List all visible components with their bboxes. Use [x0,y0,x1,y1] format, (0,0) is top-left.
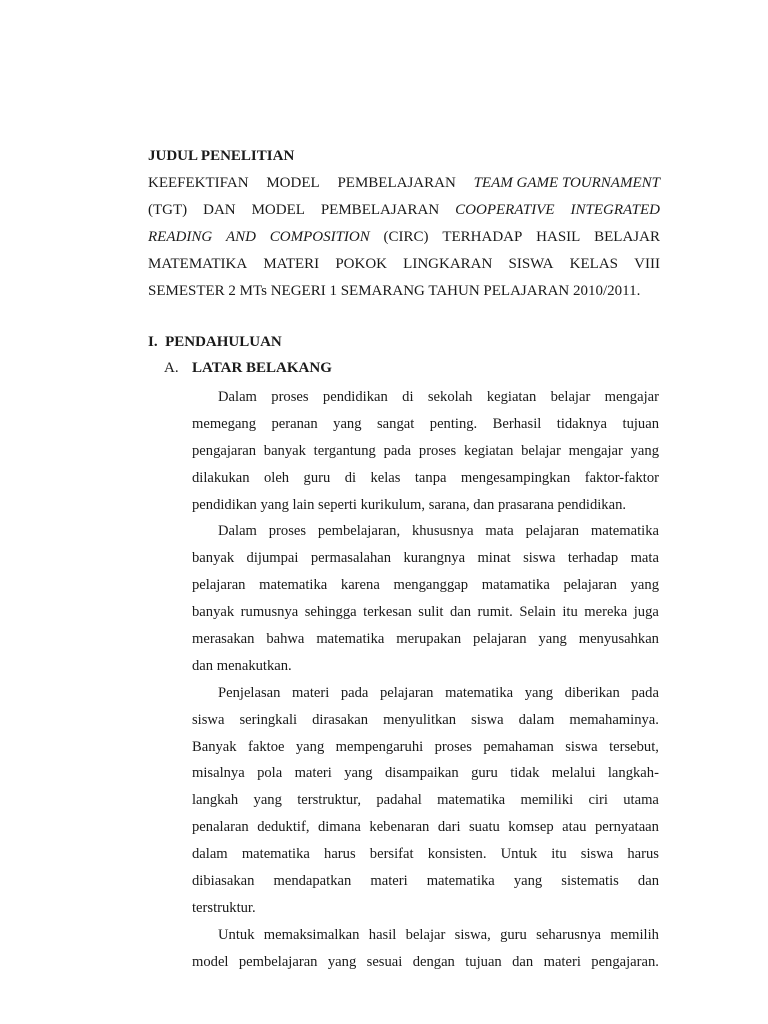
subsection-label: LATAR BELAKANG [192,360,332,376]
title-word: MATEMATIKA [148,256,248,272]
paragraph-line: memegang peranan yang sangat penting. Berhasil tidaknya tujuan [192,415,659,432]
subsection-heading-latar-belakang [164,356,332,381]
paragraph-line: dan menakutkan. [192,657,292,674]
paragraph-line: Dalam proses pembelajaran, khususnya mata pelajaran matematika [218,523,659,540]
paragraph-line: dalam matematika harus bersifat konsisten. Untuk itu siswa harus [192,846,659,863]
paragraph-line: siswa seringkali dirasakan menyulitkan siswa dalam memahaminya. [192,711,659,728]
title-word: DAN [203,202,236,218]
paragraph-line: pelajaran matematika karena menganggap matamatika pelajaran yang [192,577,659,594]
paragraph-line: pendidikan yang lain seperti kurikulum, sarana, dan prasarana pendidikan. [192,496,627,513]
title-line [148,170,660,197]
paragraph [192,384,659,518]
title-word: COOPERATIVE [455,202,555,218]
paragraph-line: dilakukan oleh guru di kelas tanpa mengesampingkan faktor-faktor [192,469,659,486]
section-heading-pendahuluan [148,330,282,355]
title-word: TEAM GAME TOURNAMENT [473,175,660,191]
paragraph-line: banyak dijumpai permasalahan kurangnya minat siswa terhadap mata [192,550,659,567]
paragraph-line: Untuk memaksimalkan hasil belajar siswa, guru seharusnya memilih [218,926,659,943]
title-word: POKOK [335,256,388,272]
section-label: PENDAHULUAN [165,334,282,350]
title-word: (TGT) [148,202,188,218]
title-word: AND [225,229,256,245]
title-word: BELAJAR [594,229,660,245]
title-line [148,197,660,224]
paragraph-line: misalnya pola materi yang disampaikan guru tidak melalui langkah- [192,765,659,782]
title-word: KEEFEKTIFAN [148,175,249,191]
title-word: INTEGRATED [570,202,660,218]
paragraph-line: Penjelasan materi pada pelajaran matematika yang diberikan pada [218,684,659,701]
paragraph-line: banyak rumusnya sehingga terkesan sulit dan rumit. Selain itu mereka juga [192,604,659,621]
title-word: MATERI [263,256,320,272]
title-word: PEMBELAJARAN [320,202,440,218]
research-title-block [148,143,660,305]
paragraph-line: terstruktur. [192,899,256,916]
title-word: MODEL [251,202,305,218]
title-word: SEMESTER 2 MTs NEGERI 1 SEMARANG TAHUN PELAJARAN 2010/2011. [148,283,641,299]
body-text [192,384,659,976]
paragraph-line: penalaran deduktif, dimana kebenaran dari suatu komsep atau pernyataan [192,819,659,836]
title-word: LINGKARAN [403,256,493,272]
title-word: COMPOSITION [269,229,370,245]
title-line [148,278,660,305]
title-word: SISWA [508,256,554,272]
paragraph-line: merasakan bahwa matematika merupakan pelajaran yang menyusahkan [192,631,659,648]
title-word: (CIRC) [383,229,429,245]
paragraph-line: model pembelajaran yang sesuai dengan tujuan dan materi pengajaran. [192,953,659,970]
paragraph-line: langkah yang terstruktur, padahal matematika memiliki ciri utama [192,792,659,809]
research-title-heading: JUDUL PENELITIAN [148,148,295,164]
title-word: VIII [634,256,660,272]
section-number: I. [148,334,158,350]
paragraph-line: Dalam proses pendidikan di sekolah kegiatan belajar mengajar [218,389,659,405]
title-word: MODEL [266,175,320,191]
paragraph [192,518,659,679]
paragraph [192,922,659,976]
title-word: READING [148,229,213,245]
title-word: PEMBELAJARAN [337,175,456,191]
research-title [148,170,660,305]
title-word: KELAS [569,256,619,272]
title-line [148,224,660,251]
paragraph [192,680,659,922]
title-word: TERHADAP [442,229,523,245]
paragraph-line: Banyak faktoe yang mempengaruhi proses pemahaman siswa tersebut, [192,738,659,755]
paragraph-line: dibiasakan mendapatkan materi matematika yang sistematis dan [192,873,659,890]
subsection-letter: A. [164,360,179,376]
title-line [148,251,660,278]
title-word: HASIL [536,229,581,245]
paragraph-line: pengajaran banyak tergantung pada proses kegiatan belajar mengajar yang [192,442,659,459]
